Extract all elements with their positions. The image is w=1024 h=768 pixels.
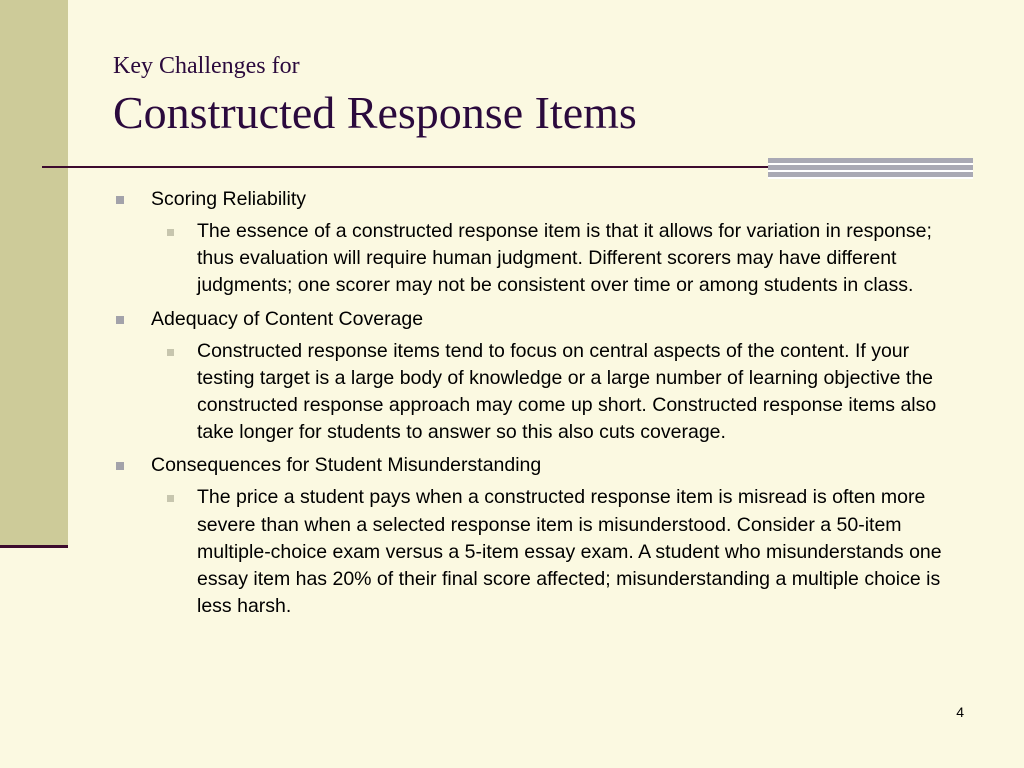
sub-bullet-text: The price a student pays when a constructed response item is misread is often more severe than when a selected response item is misunderstood. Consider a 50-item multiple-choice exam versus a 5-item essay exam. A student who misunderstands one essay item has 20% of their final score affected; misunderstanding a multiple choice is less harsh. xyxy=(197,486,942,618)
sub-bullet-content-coverage xyxy=(113,338,973,447)
bullet-student-misunderstanding xyxy=(113,452,973,479)
slide-title-line1: Key Challenges for xyxy=(113,53,300,79)
bullet-heading: Consequences for Student Misunderstanding xyxy=(151,454,542,477)
title-divider xyxy=(42,166,770,168)
square-bullet-icon xyxy=(167,349,174,356)
sub-bullet-student-misunderstanding xyxy=(113,484,973,620)
bullet-content-coverage xyxy=(113,306,973,333)
bullet-heading: Scoring Reliability xyxy=(151,188,306,210)
square-bullet-icon xyxy=(116,196,124,204)
title-divider-accent xyxy=(768,158,973,179)
sub-bullet-text: The essence of a constructed response item is that it allows for variation in response; thus evaluation will require human judgment. Different scorers may have different judgments; one scorer may not be consistent over time or among students in class. xyxy=(197,220,932,297)
sub-bullet-scoring-reliability xyxy=(113,218,973,300)
side-decoration-line xyxy=(0,545,68,548)
square-bullet-icon xyxy=(116,462,124,470)
bullet-scoring-reliability xyxy=(113,186,973,213)
slide-body xyxy=(113,186,973,626)
sub-bullet-text: Constructed response items tend to focus on central aspects of the content. If your testing target is a large body of knowledge or a large number of learning objective the constructed response approach may come up short. Constructed response items also take longer for students to answer so this also cuts coverage. xyxy=(197,339,937,444)
side-decoration-bar xyxy=(0,0,68,545)
square-bullet-icon xyxy=(167,229,174,236)
square-bullet-icon xyxy=(116,316,124,324)
slide-title-line2: Constructed Response Items xyxy=(113,87,637,138)
bullet-heading: Adequacy of Content Coverage xyxy=(151,307,424,330)
slide-number: 4 xyxy=(956,704,964,720)
square-bullet-icon xyxy=(167,495,174,502)
